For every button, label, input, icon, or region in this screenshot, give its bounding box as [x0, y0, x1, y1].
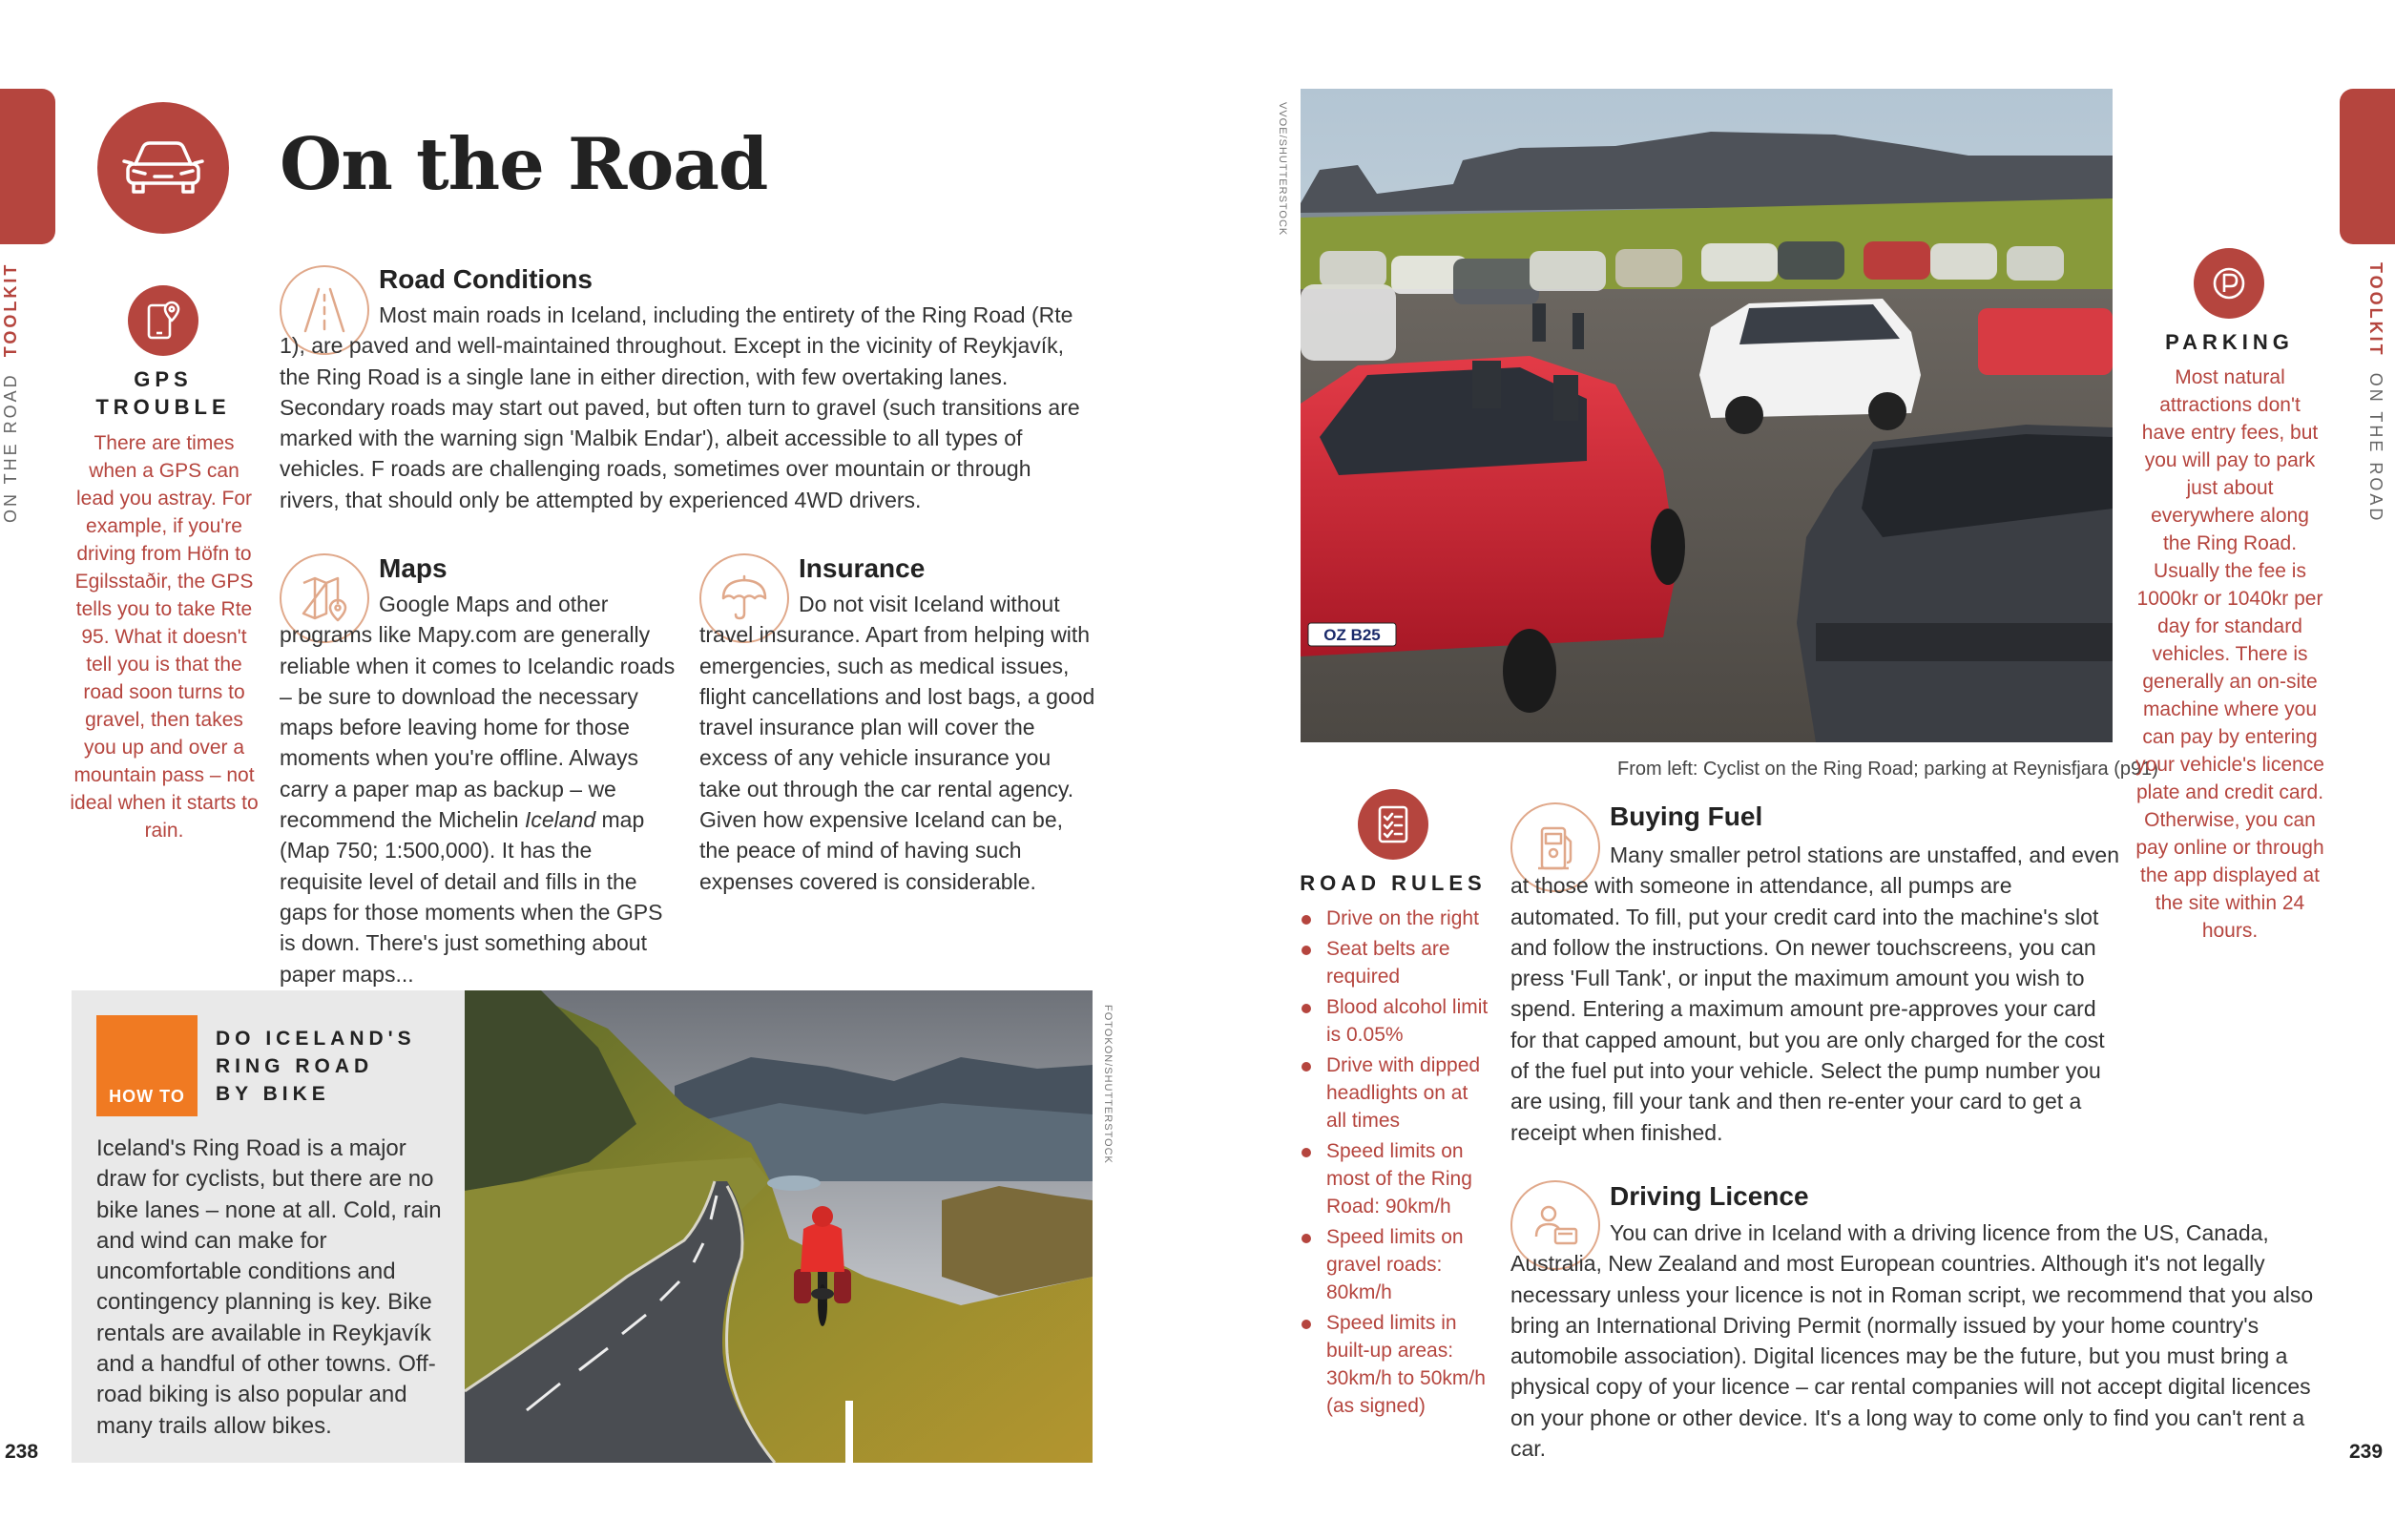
maps-heading: Maps — [379, 553, 448, 583]
checklist-icon-circle — [1358, 789, 1428, 860]
left-running-head — [1, 262, 21, 523]
road-rule-item: Speed limits on most of the Ring Road: 90km/h — [1300, 1137, 1490, 1220]
car-icon — [122, 139, 204, 197]
parking-heading: PARKING — [2165, 330, 2294, 354]
running-head-section-right: ON THE ROAD — [2366, 372, 2385, 524]
road-rules-heading: ROAD RULES — [1300, 871, 1487, 895]
maps-text — [280, 589, 678, 989]
gps-heading-line2: TROUBLE — [95, 395, 231, 419]
running-head-label-right: TOOLKIT — [2366, 262, 2385, 358]
license-plate-text: OZ B25 — [1323, 626, 1381, 644]
how-to-title — [216, 1025, 416, 1108]
road-rule-item: Speed limits in built-up areas: 30km/h to 50km/h (as signed) — [1300, 1309, 1490, 1420]
road-rule-item: Drive with dipped headlights on at all times — [1300, 1051, 1490, 1134]
page-title: On the Road — [280, 122, 768, 206]
driving-licence-text: You can drive in Iceland with a driving licence from the US, Canada, Australia, New Zealand and most European countries. Although it's not legally necessary unless your licence is not in Roman script, we recommend that you also bring an International Driving Permit (normally issued by your home country's automobile association). Digital licences may be the future, but you must bring a physical copy of your licence – car rental companies will not accept digital licences on your phone or other device. It's a long way to come only to find you can't rent a car. — [1510, 1220, 2314, 1462]
right-section-tab — [2340, 89, 2395, 244]
checklist-icon — [1374, 803, 1412, 845]
gps-heading-line1: GPS — [134, 367, 193, 391]
how-to-text: Iceland's Ring Road is a major draw for cyclists, but there are no bike lanes – none at all. Cold, rain and wind can make for uncomfortable conditions and contingency planning is key. Bike rentals are available in Reykjavík and a handful of other towns. Off-road biking is also popular and many trails allow bikes. — [96, 1135, 442, 1439]
cyclist-photo-credit: FOTOKON/SHUTTERSTOCK — [1102, 1005, 1114, 1164]
maps-text-part2: map (Map 750; 1:500,000). It has the requisite level of detail and fills in the gaps for those moments when the GPS is down. There's just something about paper maps... — [280, 807, 663, 987]
gps-trouble-heading — [67, 365, 260, 421]
road-conditions-text: Most main roads in Iceland, including the entirety of the Ring Road (Rte 1), are paved and well-maintained throughout. Except in the vicinity of Reykjavík, the Ring Road is a single lane in either direction, with few overtaking lanes. Secondary roads may start out paved, but often turn to gravel (such transitions are marked with the warning sign 'Malbik Endar'), albeit accessible to all types of vehicles. F roads are challenging roads, sometimes over mountain or through rivers, that should only be attempted by experienced 4WD drivers. — [280, 302, 1080, 512]
car-section-icon — [97, 102, 229, 234]
how-to-title-line3: BY BIKE — [216, 1083, 330, 1105]
running-head-label: TOOLKIT — [1, 261, 20, 358]
how-to-badge-text: HOW TO — [109, 1087, 185, 1106]
maps-text-part1: Google Maps and other programs like Mapy.com are generally reliable when it comes to Icelandic roads – be sure to download the necessary maps before leaving home for those moments when you're offline. Always carry a paper map as backup – we recommend the Michelin — [280, 592, 676, 833]
insurance-text: Do not visit Iceland without travel insurance. Apart from helping with emergencies, such as medical issues, flight cancellations and lost bags, a good travel insurance plan will cover the excess of any vehicle insurance you take out through the car rental agency. Given how expensive Iceland can be, the peace of mind of having such expenses covered is considerable. — [699, 592, 1095, 894]
road-rule-item: Seat belts are required — [1300, 935, 1490, 990]
left-page-number: 238 — [5, 1441, 39, 1463]
phone-location-icon — [144, 300, 182, 342]
road-rules-list — [1300, 905, 1490, 1423]
buying-fuel-heading: Buying Fuel — [1610, 801, 1763, 831]
road-conditions-heading: Road Conditions — [379, 264, 593, 294]
running-head-section: ON THE ROAD — [1, 372, 20, 523]
buying-fuel-text: Many smaller petrol stations are unstaffed, and even at those with someone in attendance, all pumps are automated. To fill, put your credit card into the machine's slot and follow the instructions. On newer touchscreens, you can press 'Full Tank', or input the maximum amount you wish to spend. Entering a maximum amount pre-approves your card for that capped amount, but you are only charged for the cost of the fuel put into your vehicle. Select the pump number you are using, fill your tank and then re-enter your card to get a receipt when finished. — [1510, 843, 2119, 1145]
parking-icon — [2210, 264, 2248, 302]
driving-licence-heading: Driving Licence — [1610, 1181, 1809, 1211]
gps-phone-icon-circle — [128, 285, 198, 356]
gps-trouble-text: There are times when a GPS can lead you astray. For example, if you're driving from Höfn to Egilsstaðir, the GPS tells you to take Rte 95. What it doesn't tell you is that the road soon turns to gravel, then takes you up and over a mountain pass – not ideal when it starts to rain. — [70, 432, 259, 842]
insurance-heading: Insurance — [799, 553, 926, 583]
road-rule-item: Blood alcohol limit is 0.05% — [1300, 993, 1490, 1049]
road-rule-item: Drive on the right — [1300, 905, 1490, 932]
parking-photo-credit: VVOE/SHUTTERSTOCK — [1277, 102, 1288, 237]
photo-caption: From left: Cyclist on the Ring Road; parking at Reynisfjara (p91) — [1617, 759, 2158, 780]
maps-text-italic: Iceland — [524, 807, 596, 833]
right-page-number: 239 — [2349, 1441, 2384, 1463]
road-rule-item: Speed limits on gravel roads: 80km/h — [1300, 1223, 1490, 1306]
left-section-tab — [0, 89, 55, 244]
parking-icon-circle — [2194, 248, 2264, 319]
parking-text: Most natural attractions don't have entry fees, but you will pay to park just about everywhere along the Ring Road. Usually the fee is 1000kr or 1040kr per day for standard vehicles. There is generally an on-site machine where you can pay by entering your vehicle's licence plate and credit card. Otherwise, you can pay online or through the app displayed at the site within 24 hours. — [2135, 366, 2324, 942]
cyclist-photo — [465, 990, 1093, 1463]
right-running-head — [2365, 262, 2385, 523]
white-hatchback — [1699, 299, 1921, 434]
how-to-title-line2: RING ROAD — [216, 1055, 374, 1077]
how-to-title-line1: DO ICELAND'S — [216, 1028, 416, 1050]
parking-photo — [1301, 89, 2113, 742]
how-to-badge — [96, 1015, 198, 1116]
